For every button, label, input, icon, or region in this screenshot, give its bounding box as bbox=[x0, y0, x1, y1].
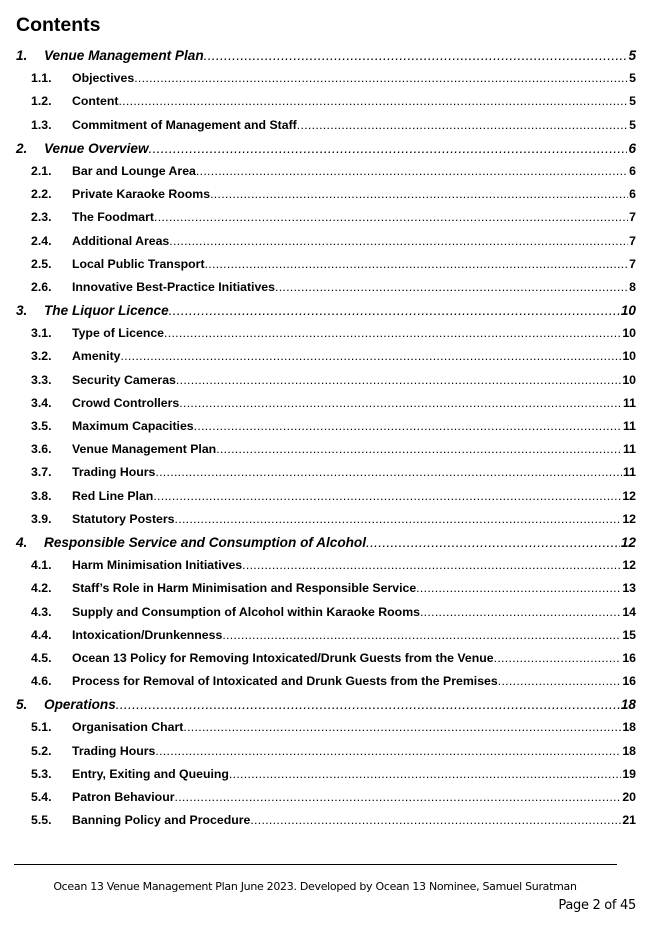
toc-entry-number: 4. bbox=[16, 534, 28, 550]
toc-entry-title: Red Line Plan bbox=[72, 488, 154, 503]
toc-dot-leader bbox=[194, 415, 622, 438]
toc-entry-page: 6 bbox=[629, 163, 636, 178]
toc-entry-number: 4.1. bbox=[31, 558, 52, 573]
toc-entry-page: 6 bbox=[629, 187, 636, 202]
toc-entry-title: Local Public Transport bbox=[72, 256, 205, 271]
toc-entry-title: The Foodmart bbox=[72, 210, 154, 225]
toc-entry-page: 19 bbox=[622, 766, 636, 781]
toc-entry-number: 4.5. bbox=[31, 650, 52, 665]
toc-dot-leader bbox=[149, 137, 628, 160]
toc-entry-page: 11 bbox=[623, 419, 636, 433]
toc-subsection-entry[interactable] bbox=[16, 763, 636, 786]
toc-subsection-entry[interactable] bbox=[16, 786, 636, 809]
toc-entry-title: Entry, Exiting and Queuing bbox=[72, 766, 229, 781]
toc-entry-title: Additional Areas bbox=[72, 233, 170, 248]
toc-entry-page: 10 bbox=[620, 303, 636, 319]
toc-dot-leader bbox=[176, 369, 621, 392]
toc-entry-title: Banning Policy and Procedure bbox=[72, 813, 251, 828]
toc-entry-number: 2.1. bbox=[31, 163, 52, 178]
toc-section-entry[interactable] bbox=[16, 137, 636, 160]
toc-dot-leader bbox=[155, 461, 622, 484]
toc-entry-page: 11 bbox=[623, 465, 636, 480]
page-title: Contents bbox=[16, 14, 101, 36]
toc-entry-title: Responsible Service and Consumption of Alcohol bbox=[44, 534, 367, 550]
toc-entry-number: 5.5. bbox=[31, 813, 52, 828]
toc-entry-page: 5 bbox=[629, 117, 636, 132]
toc-subsection-entry[interactable] bbox=[16, 114, 636, 137]
toc-entry-page: 16 bbox=[622, 650, 636, 665]
toc-dot-leader bbox=[222, 624, 621, 647]
toc-entry-number: 5. bbox=[16, 697, 28, 713]
toc-subsection-entry[interactable] bbox=[16, 554, 636, 577]
toc-entry-title: Venue Management Plan bbox=[72, 442, 217, 457]
toc-subsection-entry[interactable] bbox=[16, 577, 636, 600]
toc-subsection-entry[interactable] bbox=[16, 716, 636, 739]
toc-subsection-entry[interactable] bbox=[16, 508, 636, 531]
table-of-contents bbox=[16, 44, 636, 832]
toc-entry-page: 11 bbox=[623, 442, 636, 457]
toc-dot-leader bbox=[494, 647, 622, 670]
toc-subsection-entry[interactable] bbox=[16, 392, 636, 415]
toc-entry-title: Process for Removal of Intoxicated and Drunk Guests from the Premises bbox=[72, 674, 498, 689]
toc-dot-leader bbox=[205, 253, 629, 276]
toc-dot-leader bbox=[175, 786, 622, 809]
footer-divider bbox=[14, 864, 617, 865]
toc-entry-page: 13 bbox=[622, 581, 636, 596]
toc-entry-page: 18 bbox=[622, 720, 636, 735]
footer-text: Ocean 13 Venue Management Plan June 2023. Developed by Ocean 13 Nominee, Samuel Suratman bbox=[53, 880, 577, 893]
toc-dot-leader bbox=[250, 809, 621, 832]
toc-subsection-entry[interactable] bbox=[16, 183, 636, 206]
toc-subsection-entry[interactable] bbox=[16, 485, 636, 508]
toc-subsection-entry[interactable] bbox=[16, 415, 636, 438]
toc-entry-page: 14 bbox=[622, 604, 636, 619]
toc-dot-leader bbox=[420, 601, 621, 624]
toc-dot-leader bbox=[175, 508, 622, 531]
toc-entry-number: 3.6. bbox=[31, 442, 52, 457]
toc-entry-number: 3.3. bbox=[31, 372, 52, 387]
toc-entry-title: Trading Hours bbox=[72, 743, 156, 758]
toc-entry-title: Patron Behaviour bbox=[72, 790, 175, 804]
toc-entry-page: 12 bbox=[622, 511, 636, 526]
toc-subsection-entry[interactable] bbox=[16, 670, 636, 693]
toc-dot-leader bbox=[118, 90, 628, 113]
toc-subsection-entry[interactable] bbox=[16, 438, 636, 461]
toc-entry-number: 3. bbox=[16, 303, 28, 319]
toc-dot-leader bbox=[134, 67, 628, 90]
toc-section-entry[interactable] bbox=[16, 693, 636, 716]
toc-entry-page: 5 bbox=[628, 48, 636, 63]
toc-entry-page: 7 bbox=[629, 210, 636, 225]
toc-subsection-entry[interactable] bbox=[16, 276, 636, 299]
toc-subsection-entry[interactable] bbox=[16, 647, 636, 670]
toc-dot-leader bbox=[216, 438, 622, 461]
toc-entry-title: The Liquor Licence bbox=[44, 303, 169, 319]
toc-subsection-entry[interactable] bbox=[16, 67, 636, 90]
toc-entry-title: Venue Management Plan bbox=[44, 48, 204, 63]
toc-entry-number: 4.3. bbox=[31, 604, 52, 619]
toc-entry-title: Amenity bbox=[72, 349, 121, 364]
toc-entry-title: Bar and Lounge Area bbox=[72, 163, 196, 178]
toc-entry-page: 12 bbox=[620, 534, 636, 550]
toc-entry-number: 1.1. bbox=[31, 71, 52, 86]
toc-entry-number: 5.2. bbox=[31, 743, 52, 758]
toc-dot-leader bbox=[164, 322, 621, 345]
toc-subsection-entry[interactable] bbox=[16, 461, 636, 484]
toc-entry-number: 3.2. bbox=[31, 349, 52, 364]
toc-dot-leader bbox=[229, 763, 621, 786]
toc-dot-leader bbox=[210, 183, 628, 206]
toc-entry-title: Intoxication/Drunkenness bbox=[72, 627, 223, 642]
toc-entry-number: 5.3. bbox=[31, 766, 52, 781]
toc-entry-page: 6 bbox=[628, 140, 636, 156]
toc-entry-title: Trading Hours bbox=[72, 465, 156, 480]
toc-subsection-entry[interactable] bbox=[16, 322, 636, 345]
toc-entry-title: Type of Licence bbox=[72, 326, 165, 341]
toc-subsection-entry[interactable] bbox=[16, 230, 636, 253]
toc-subsection-entry[interactable] bbox=[16, 740, 636, 763]
toc-entry-title: Commitment of Management and Staff bbox=[72, 117, 297, 132]
toc-entry-number: 2.2. bbox=[31, 187, 52, 202]
toc-entry-number: 2.6. bbox=[31, 279, 52, 294]
toc-entry-page: 7 bbox=[629, 233, 636, 248]
toc-subsection-entry[interactable] bbox=[16, 369, 636, 392]
toc-entry-title: Security Cameras bbox=[72, 372, 176, 387]
toc-dot-leader bbox=[242, 554, 621, 577]
toc-dot-leader bbox=[275, 276, 628, 299]
toc-entry-title: Crowd Controllers bbox=[72, 395, 180, 410]
toc-entry-page: 11 bbox=[623, 395, 636, 410]
toc-entry-page: 8 bbox=[629, 279, 636, 294]
toc-entry-number: 4.6. bbox=[31, 674, 52, 689]
toc-entry-number: 1. bbox=[16, 48, 28, 63]
toc-entry-title: Organisation Chart bbox=[72, 720, 184, 735]
toc-entry-number: 3.7. bbox=[31, 465, 52, 480]
toc-subsection-entry[interactable] bbox=[16, 601, 636, 624]
toc-dot-leader bbox=[116, 693, 620, 716]
toc-entry-number: 4.4. bbox=[31, 627, 52, 642]
toc-entry-page: 5 bbox=[629, 71, 636, 86]
toc-subsection-entry[interactable] bbox=[16, 624, 636, 647]
toc-entry-title: Objectives bbox=[72, 71, 135, 86]
toc-dot-leader bbox=[155, 740, 621, 763]
toc-dot-leader bbox=[416, 577, 621, 600]
toc-entry-page: 7 bbox=[629, 256, 636, 271]
toc-entry-number: 1.2. bbox=[31, 94, 52, 109]
toc-dot-leader bbox=[204, 44, 628, 67]
toc-entry-number: 3.1. bbox=[31, 326, 52, 341]
toc-entry-title: Statutory Posters bbox=[72, 511, 175, 526]
toc-section-entry[interactable] bbox=[16, 44, 636, 67]
toc-subsection-entry[interactable] bbox=[16, 253, 636, 276]
toc-section-entry[interactable] bbox=[16, 531, 636, 554]
toc-entry-number: 2.3. bbox=[31, 210, 52, 225]
toc-dot-leader bbox=[196, 160, 628, 183]
toc-dot-leader bbox=[297, 114, 628, 137]
toc-entry-title: Innovative Best-Practice Initiatives bbox=[72, 279, 275, 294]
toc-entry-page: 10 bbox=[622, 349, 636, 364]
toc-dot-leader bbox=[169, 299, 620, 322]
page-number: Page 2 of 45 bbox=[558, 898, 636, 913]
toc-entry-number: 5.1. bbox=[31, 720, 52, 735]
toc-entry-page: 18 bbox=[622, 743, 636, 758]
toc-entry-page: 12 bbox=[622, 558, 636, 573]
toc-dot-leader bbox=[498, 670, 622, 693]
toc-entry-page: 21 bbox=[622, 813, 636, 828]
toc-entry-number: 2.4. bbox=[31, 233, 52, 248]
toc-dot-leader bbox=[169, 230, 628, 253]
toc-entry-page: 10 bbox=[622, 326, 636, 341]
toc-dot-leader bbox=[153, 485, 621, 508]
toc-subsection-entry[interactable] bbox=[16, 160, 636, 183]
toc-entry-number: 4.2. bbox=[31, 581, 52, 596]
toc-subsection-entry[interactable] bbox=[16, 206, 636, 229]
toc-entry-number: 1.3. bbox=[31, 117, 52, 132]
toc-dot-leader bbox=[121, 345, 622, 368]
toc-subsection-entry[interactable] bbox=[16, 345, 636, 368]
toc-subsection-entry[interactable] bbox=[16, 90, 636, 113]
toc-entry-page: 16 bbox=[622, 674, 636, 689]
toc-entry-title: Operations bbox=[44, 697, 116, 713]
toc-dot-leader bbox=[366, 531, 620, 554]
toc-entry-title: Venue Overview bbox=[44, 140, 149, 156]
toc-entry-page: 15 bbox=[622, 627, 636, 642]
toc-entry-page: 10 bbox=[622, 372, 636, 387]
toc-entry-title: Supply and Consumption of Alcohol within Karaoke Rooms bbox=[72, 604, 420, 619]
toc-entry-number: 5.4. bbox=[31, 790, 52, 804]
toc-dot-leader bbox=[154, 206, 628, 229]
toc-entry-number: 3.4. bbox=[31, 395, 52, 410]
toc-section-entry[interactable] bbox=[16, 299, 636, 322]
toc-entry-number: 3.8. bbox=[31, 488, 52, 503]
toc-entry-number: 3.9. bbox=[31, 511, 52, 526]
toc-entry-number: 3.5. bbox=[31, 419, 52, 433]
toc-entry-page: 12 bbox=[622, 488, 636, 503]
toc-entry-title: Content bbox=[72, 94, 119, 109]
toc-entry-number: 2. bbox=[16, 140, 28, 156]
toc-entry-page: 18 bbox=[620, 697, 636, 713]
toc-entry-title: Private Karaoke Rooms bbox=[72, 187, 211, 202]
toc-dot-leader bbox=[179, 392, 622, 415]
toc-entry-title: Maximum Capacities bbox=[72, 419, 194, 433]
toc-entry-title: Harm Minimisation Initiatives bbox=[72, 558, 243, 573]
toc-entry-title: Ocean 13 Policy for Removing Intoxicated/Drunk Guests from the Venue bbox=[72, 650, 494, 665]
toc-entry-page: 20 bbox=[622, 790, 636, 804]
toc-subsection-entry[interactable] bbox=[16, 809, 636, 832]
toc-entry-title: Staff’s Role in Harm Minimisation and Responsible Service bbox=[72, 581, 417, 596]
toc-entry-number: 2.5. bbox=[31, 256, 52, 271]
toc-entry-page: 5 bbox=[629, 94, 636, 109]
toc-dot-leader bbox=[183, 716, 621, 739]
